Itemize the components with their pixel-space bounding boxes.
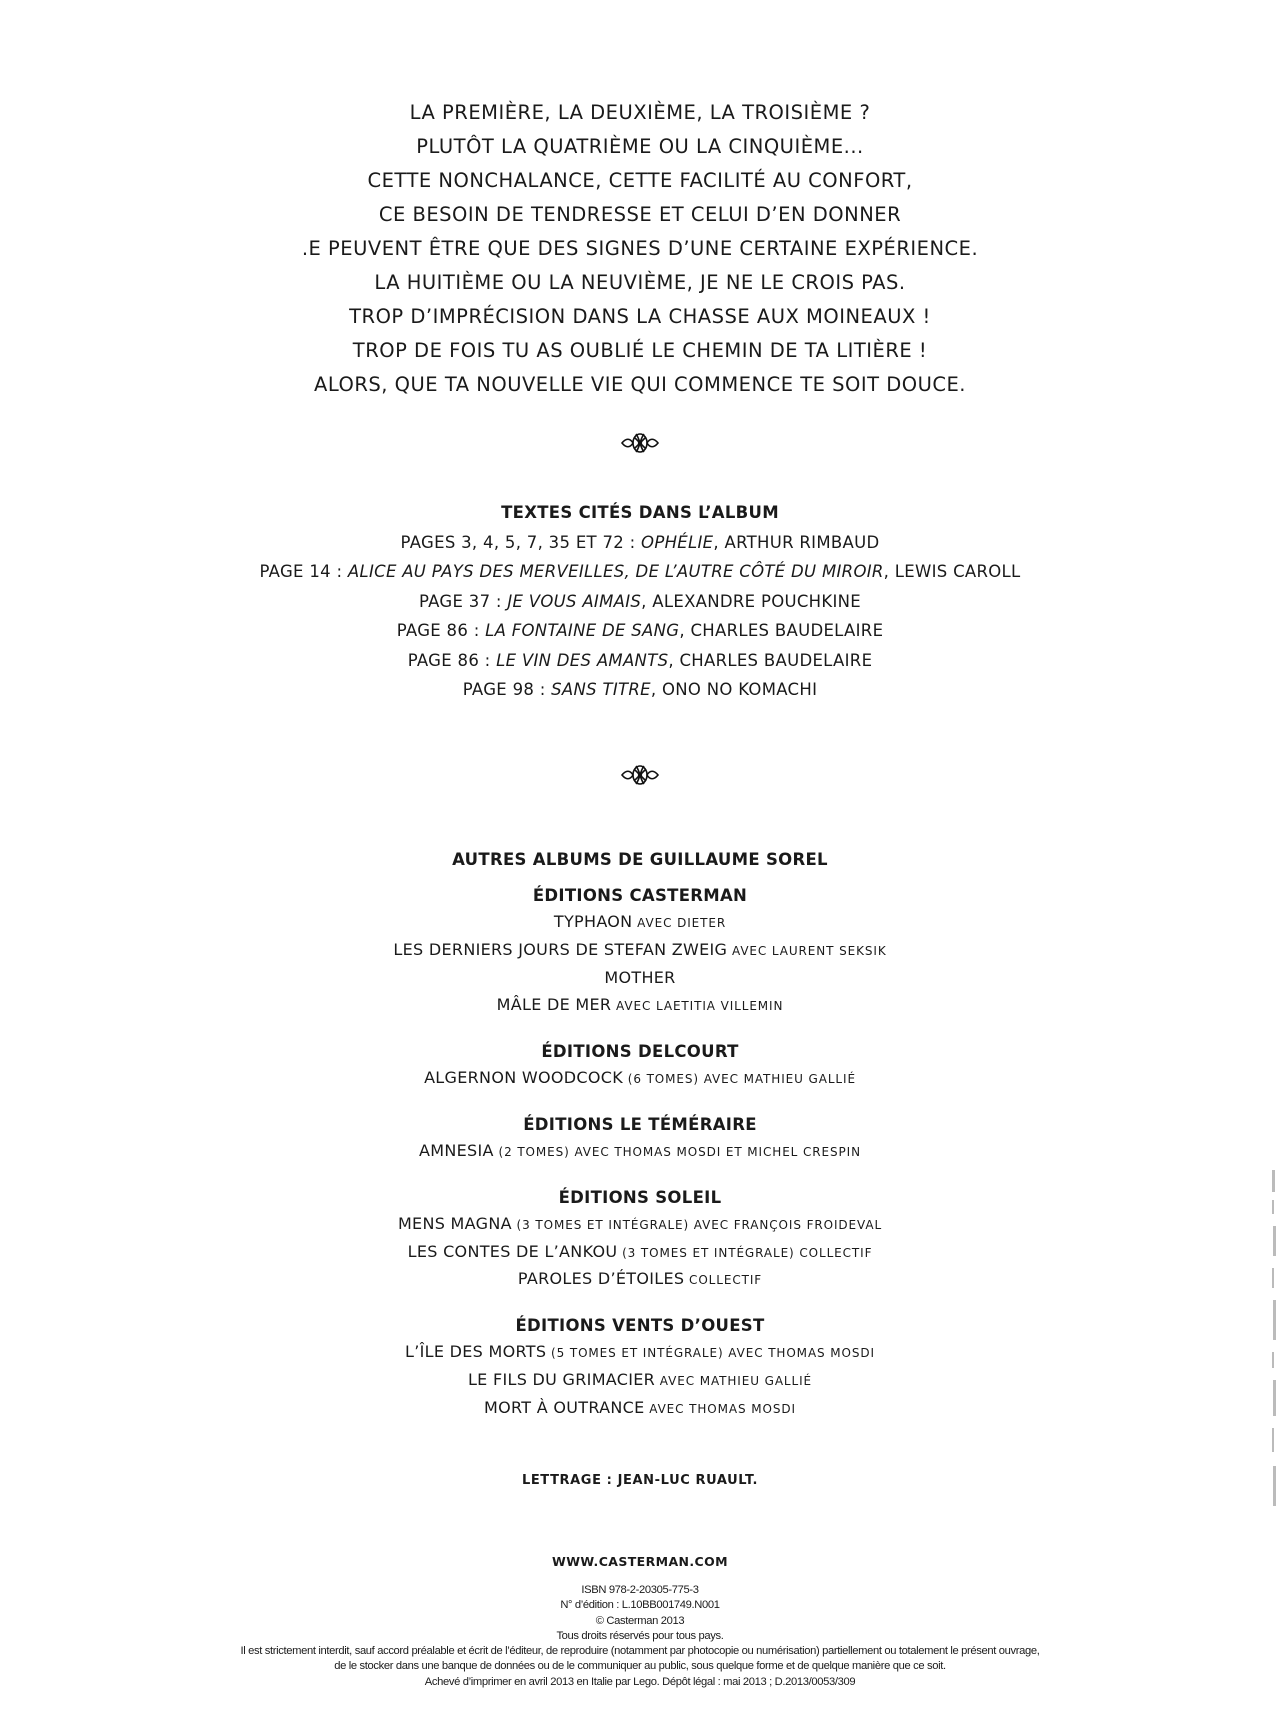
publisher-website: WWW.CASTERMAN.COM [552,1554,728,1569]
dedication-line: PLUTÔT LA QUATRIÈME OU LA CINQUIÈME... [416,135,864,158]
isbn: ISBN 978-2-20305-775-3 [581,1584,699,1596]
legal-notice-line: Il est strictement interdit, sauf accord préalable et écrit de l’éditeur, de reproduire (notamment par photocopie ou numérisation) partiellement ou totalement le présent ouvrage, [240,1645,1040,1658]
dedication-line: ALORS, QUE TA NOUVELLE VIE QUI COMMENCE TE SOIT DOUCE. [314,373,966,396]
book-entry: LES DERNIERS JOURS DE STEFAN ZWEIG AVEC LAURENT SEKSIK [393,939,887,959]
quote-entry: PAGE 98 : SANS TITRE, ONO NO KOMACHI [462,680,818,699]
publisher-group [0,883,1280,1020]
other-albums-heading: AUTRES ALBUMS DE GUILLAUME SOREL [452,850,828,869]
publisher-name: ÉDITIONS LE TÉMÉRAIRE [523,1114,757,1134]
edition-number: N° d’édition : L.10BB001749.N001 [560,1599,720,1612]
fleuron-ornament-icon [0,762,1280,788]
legal-notice-line: de le stocker dans une banque de données ou de le communiquer au public, sous quelque forme et de quelque manière que ce soit. [334,1660,946,1673]
publisher-name: ÉDITIONS DELCOURT [541,1042,739,1062]
quote-entry: PAGE 86 : LA FONTAINE DE SANG, CHARLES BAUDELAIRE [396,621,884,640]
other-albums-section [0,847,1280,1423]
dedication-line: LA PREMIÈRE, LA DEUXIÈME, LA TROISIÈME ? [409,101,871,124]
book-entry: ALGERNON WOODCOCK (6 TOMES) AVEC MATHIEU GALLIÉ [424,1068,856,1088]
quote-entry: PAGE 37 : JE VOUS AIMAIS, ALEXANDRE POUCHKINE [418,591,862,611]
publisher-name: ÉDITIONS CASTERMAN [532,886,748,905]
book-entry: MORT À OUTRANCE AVEC THOMAS MOSDI [484,1397,796,1417]
quote-entry: PAGES 3, 4, 5, 7, 35 ET 72 : OPHÉLIE, ARTHUR RIMBAUD [400,532,880,552]
book-entry: MÂLE DE MER AVEC LAETITIA VILLEMIN [496,995,784,1015]
quote-entry: PAGE 86 : LE VIN DES AMANTS, CHARLES BAUDELAIRE [407,650,873,670]
fleuron-ornament-icon [0,430,1280,456]
quoted-texts-section [0,498,1280,705]
scan-edge-artifact [1270,1170,1278,1520]
dedication-line: TROP DE FOIS TU AS OUBLIÉ LE CHEMIN DE TA LITIÈRE ! [352,339,928,362]
book-entry: TYPHAON AVEC DIETER [553,912,727,931]
rights-reserved: Tous droits réservés pour tous pays. [556,1629,724,1642]
legal-colophon [0,1583,1280,1690]
publisher-name: ÉDITIONS VENTS D’OUEST [515,1316,765,1336]
book-entry: PAROLES D’ÉTOILES COLLECTIF [517,1269,763,1289]
dedication-poem [0,96,1280,402]
book-entry: LES CONTES DE L’ANKOU (3 TOMES ET INTÉGRALE) COLLECTIF [407,1241,873,1261]
dedication-line: .E PEUVENT ÊTRE QUE DES SIGNES D’UNE CERTAINE EXPÉRIENCE. [301,237,979,260]
publisher-group [0,1038,1280,1093]
book-entry: AMNESIA (2 TOMES) AVEC THOMAS MOSDI ET MICHEL CRESPIN [419,1140,861,1160]
lettering-credit: LETTRAGE : JEAN-LUC RUAULT. [521,1473,759,1488]
publisher-name: ÉDITIONS SOLEIL [558,1187,722,1207]
book-entry: MENS MAGNA (3 TOMES ET INTÉGRALE) AVEC FRANÇOIS FROIDEVAL [397,1213,883,1233]
dedication-line: LA HUITIÈME OU LA NEUVIÈME, JE NE LE CROIS PAS. [374,271,906,294]
dedication-line: CETTE NONCHALANCE, CETTE FACILITÉ AU CONFORT, [367,169,913,192]
book-entry: L’ÎLE DES MORTS (5 TOMES ET INTÉGRALE) AVEC THOMAS MOSDI [405,1342,875,1362]
book-entry: LE FILS DU GRIMACIER AVEC MATHIEU GALLIÉ [467,1369,813,1389]
publisher-group [0,1184,1280,1294]
book-entry: MOTHER [604,967,676,987]
copyright: © Casterman 2013 [595,1614,685,1627]
publisher-group [0,1312,1280,1422]
quote-entry: PAGE 14 : ALICE AU PAYS DES MERVEILLES, DE L’AUTRE CÔTÉ DU MIROIR, LEWIS CAROLL [259,562,1021,581]
quoted-texts-heading: TEXTES CITÉS DANS L’ALBUM [501,503,779,522]
printing-info: Achevé d’imprimer en avril 2013 en Italie par Lego. Dépôt légal : mai 2013 ; D.2013/0053/309 [424,1675,856,1688]
dedication-line: CE BESOIN DE TENDRESSE ET CELUI D’EN DONNER [378,203,902,226]
dedication-line: TROP D’IMPRÉCISION DANS LA CHASSE AUX MOINEAUX ! [349,305,931,328]
publisher-group [0,1111,1280,1166]
